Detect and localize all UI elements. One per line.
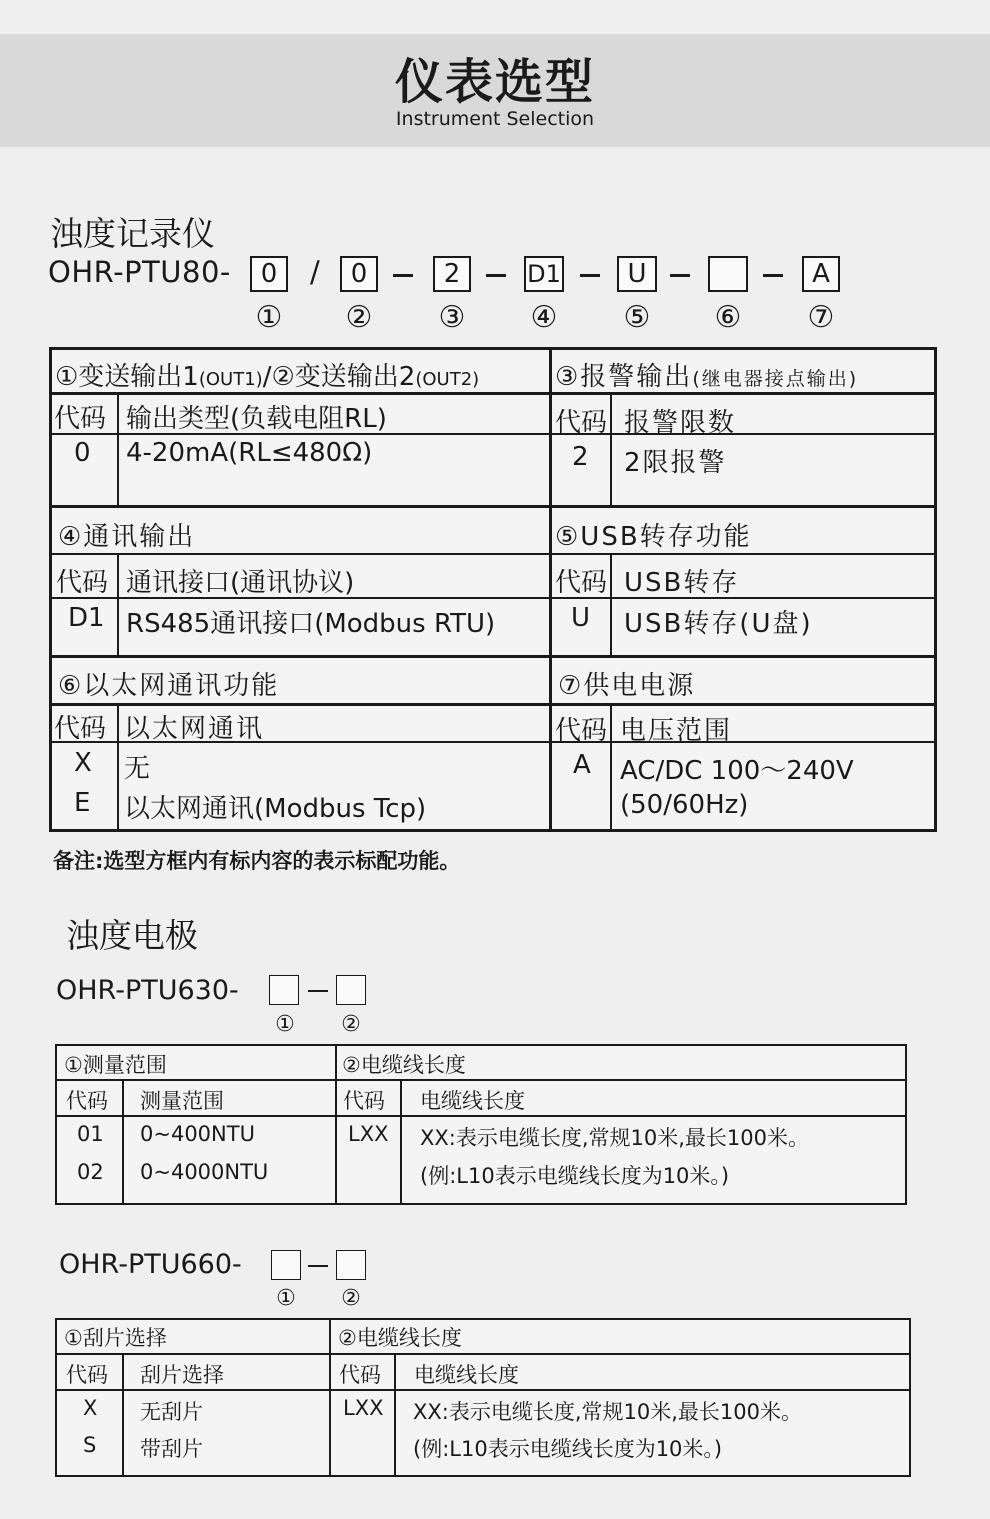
- model-prefix: OHR-PTU80-: [48, 255, 231, 289]
- model2-col-wiper: 刮片选择: [140, 1363, 224, 1387]
- pwr-row-val1: AC/DC 100～240V: [620, 756, 854, 786]
- eth-row2-val: 以太网通讯(Modbus Tcp): [124, 794, 427, 824]
- model1-marker-2: ②: [341, 1012, 361, 1037]
- model2-prefix: OHR-PTU660-: [59, 1249, 242, 1280]
- model2-cable-desc1: XX:表示电缆长度,常规10米,最长100米。: [413, 1400, 803, 1424]
- code-box-6: [708, 256, 748, 292]
- model2-box-1: [271, 1250, 301, 1280]
- model1-cable-desc2: (例:L10表示电缆线长度为10米。): [420, 1164, 730, 1188]
- table-row-code: 02: [77, 1160, 104, 1184]
- code-box-5: U: [617, 256, 657, 292]
- page-title: 仪表选型: [394, 54, 595, 110]
- table-row-val: 无刮片: [140, 1400, 203, 1424]
- pwr-col-val: 电压范围: [620, 716, 733, 746]
- alarm-row-code: 2: [572, 442, 589, 472]
- model1-range-header: ①测量范围: [64, 1053, 167, 1077]
- code-box-4: D1: [524, 256, 564, 292]
- model2-wiper-header: ①刮片选择: [64, 1326, 167, 1350]
- out-header: ①变送输出1(OUT1)/②变送输出2(OUT2): [55, 362, 480, 392]
- marker-1: ①: [255, 300, 283, 335]
- table-row-val: 0~4000NTU: [140, 1160, 269, 1184]
- model1-marker-1: ①: [275, 1012, 295, 1037]
- out-row-val: 4-20mA(RL≤480Ω): [126, 438, 373, 468]
- eth-row1-val: 无: [124, 754, 151, 784]
- section1-title: 浊度记录仪: [50, 214, 215, 253]
- code-box-7: A: [802, 256, 840, 292]
- dash: [580, 274, 600, 277]
- out-col-type: 输出类型(负载电阻RL): [126, 404, 387, 434]
- table-row-code: S: [83, 1433, 97, 1457]
- pwr-header: ⑦供电电源: [558, 671, 696, 701]
- page-subtitle: Instrument Selection: [395, 108, 595, 130]
- marker-5: ⑤: [623, 300, 651, 335]
- dash: [308, 990, 328, 992]
- marker-7: ⑦: [807, 300, 835, 335]
- marker-6: ⑥: [714, 300, 742, 335]
- model1-col-code2: 代码: [343, 1089, 385, 1113]
- marker-3: ③: [438, 300, 466, 335]
- model2-col-cable: 电缆线长度: [414, 1363, 519, 1387]
- table-row-val: 带刮片: [140, 1437, 203, 1461]
- eth-row2-code: E: [74, 788, 91, 818]
- alarm-header: ③报警输出(继电器接点输出): [555, 362, 859, 392]
- model2-cable-header: ②电缆线长度: [338, 1326, 462, 1350]
- section2-title: 浊度电极: [66, 916, 198, 955]
- table-row-code: 01: [77, 1122, 104, 1146]
- model1-prefix: OHR-PTU630-: [56, 975, 239, 1006]
- dash: [308, 1265, 328, 1267]
- pwr-row-val2: (50/60Hz): [620, 790, 749, 820]
- comm-row-code: D1: [68, 603, 105, 633]
- model1-cable-desc1: XX:表示电缆长度,常规10米,最长100米。: [420, 1126, 810, 1150]
- eth-col-code: 代码: [54, 714, 107, 744]
- dash: [393, 274, 413, 277]
- model1-col-cable: 电缆线长度: [420, 1089, 525, 1113]
- alarm-col-code: 代码: [555, 408, 608, 438]
- dash: [486, 274, 506, 277]
- comm-col-code: 代码: [56, 568, 109, 598]
- model-slash: /: [310, 255, 321, 289]
- out-row-code: 0: [74, 438, 91, 468]
- pwr-col-code: 代码: [555, 716, 608, 746]
- note: 备注:选型方框内有标内容的表示标配功能。: [53, 849, 461, 873]
- model1-col-code: 代码: [66, 1089, 108, 1113]
- dash: [670, 274, 690, 277]
- model1-cable-code: LXX: [348, 1122, 389, 1146]
- out-col-code: 代码: [54, 404, 107, 434]
- dash: [763, 274, 783, 277]
- model2-col-code: 代码: [66, 1363, 108, 1387]
- model1-box-2: [336, 975, 366, 1005]
- usb-header: ⑤USB转存功能: [555, 522, 752, 552]
- model2-col-code2: 代码: [339, 1363, 381, 1387]
- model1-box-1: [269, 975, 299, 1005]
- model2-cable-code: LXX: [343, 1396, 384, 1420]
- usb-row-code: U: [571, 603, 591, 633]
- usb-col-code: 代码: [555, 568, 608, 598]
- model2-box-2: [336, 1250, 366, 1280]
- model1-col-range: 测量范围: [140, 1089, 224, 1113]
- usb-col-val: USB转存: [624, 568, 740, 598]
- usb-row-val: USB转存(U盘): [624, 609, 813, 639]
- comm-row-val: RS485通讯接口(Modbus RTU): [126, 609, 496, 639]
- marker-4: ④: [530, 300, 558, 335]
- table-row-code: X: [83, 1396, 98, 1420]
- model2-marker-1: ①: [276, 1286, 296, 1311]
- code-box-2: 0: [340, 256, 378, 292]
- alarm-row-val: 2限报警: [624, 448, 727, 478]
- page-header: [0, 34, 990, 147]
- eth-col-val: 以太网通讯: [124, 714, 265, 744]
- model2-marker-2: ②: [341, 1286, 361, 1311]
- code-box-3: 2: [433, 256, 471, 292]
- alarm-col-val: 报警限数: [624, 408, 737, 438]
- comm-col-val: 通讯接口(通讯协议): [126, 568, 355, 598]
- table-row-val: 0~400NTU: [140, 1122, 255, 1146]
- model2-cable-desc2: (例:L10表示电缆线长度为10米。): [413, 1437, 723, 1461]
- eth-row1-code: X: [74, 748, 92, 778]
- eth-header: ⑥以太网通讯功能: [58, 671, 280, 701]
- code-box-1: 0: [250, 256, 288, 292]
- model1-cable-header: ②电缆线长度: [342, 1053, 466, 1077]
- comm-header: ④通讯输出: [58, 522, 196, 552]
- marker-2: ②: [345, 300, 373, 335]
- pwr-row-code: A: [573, 750, 591, 780]
